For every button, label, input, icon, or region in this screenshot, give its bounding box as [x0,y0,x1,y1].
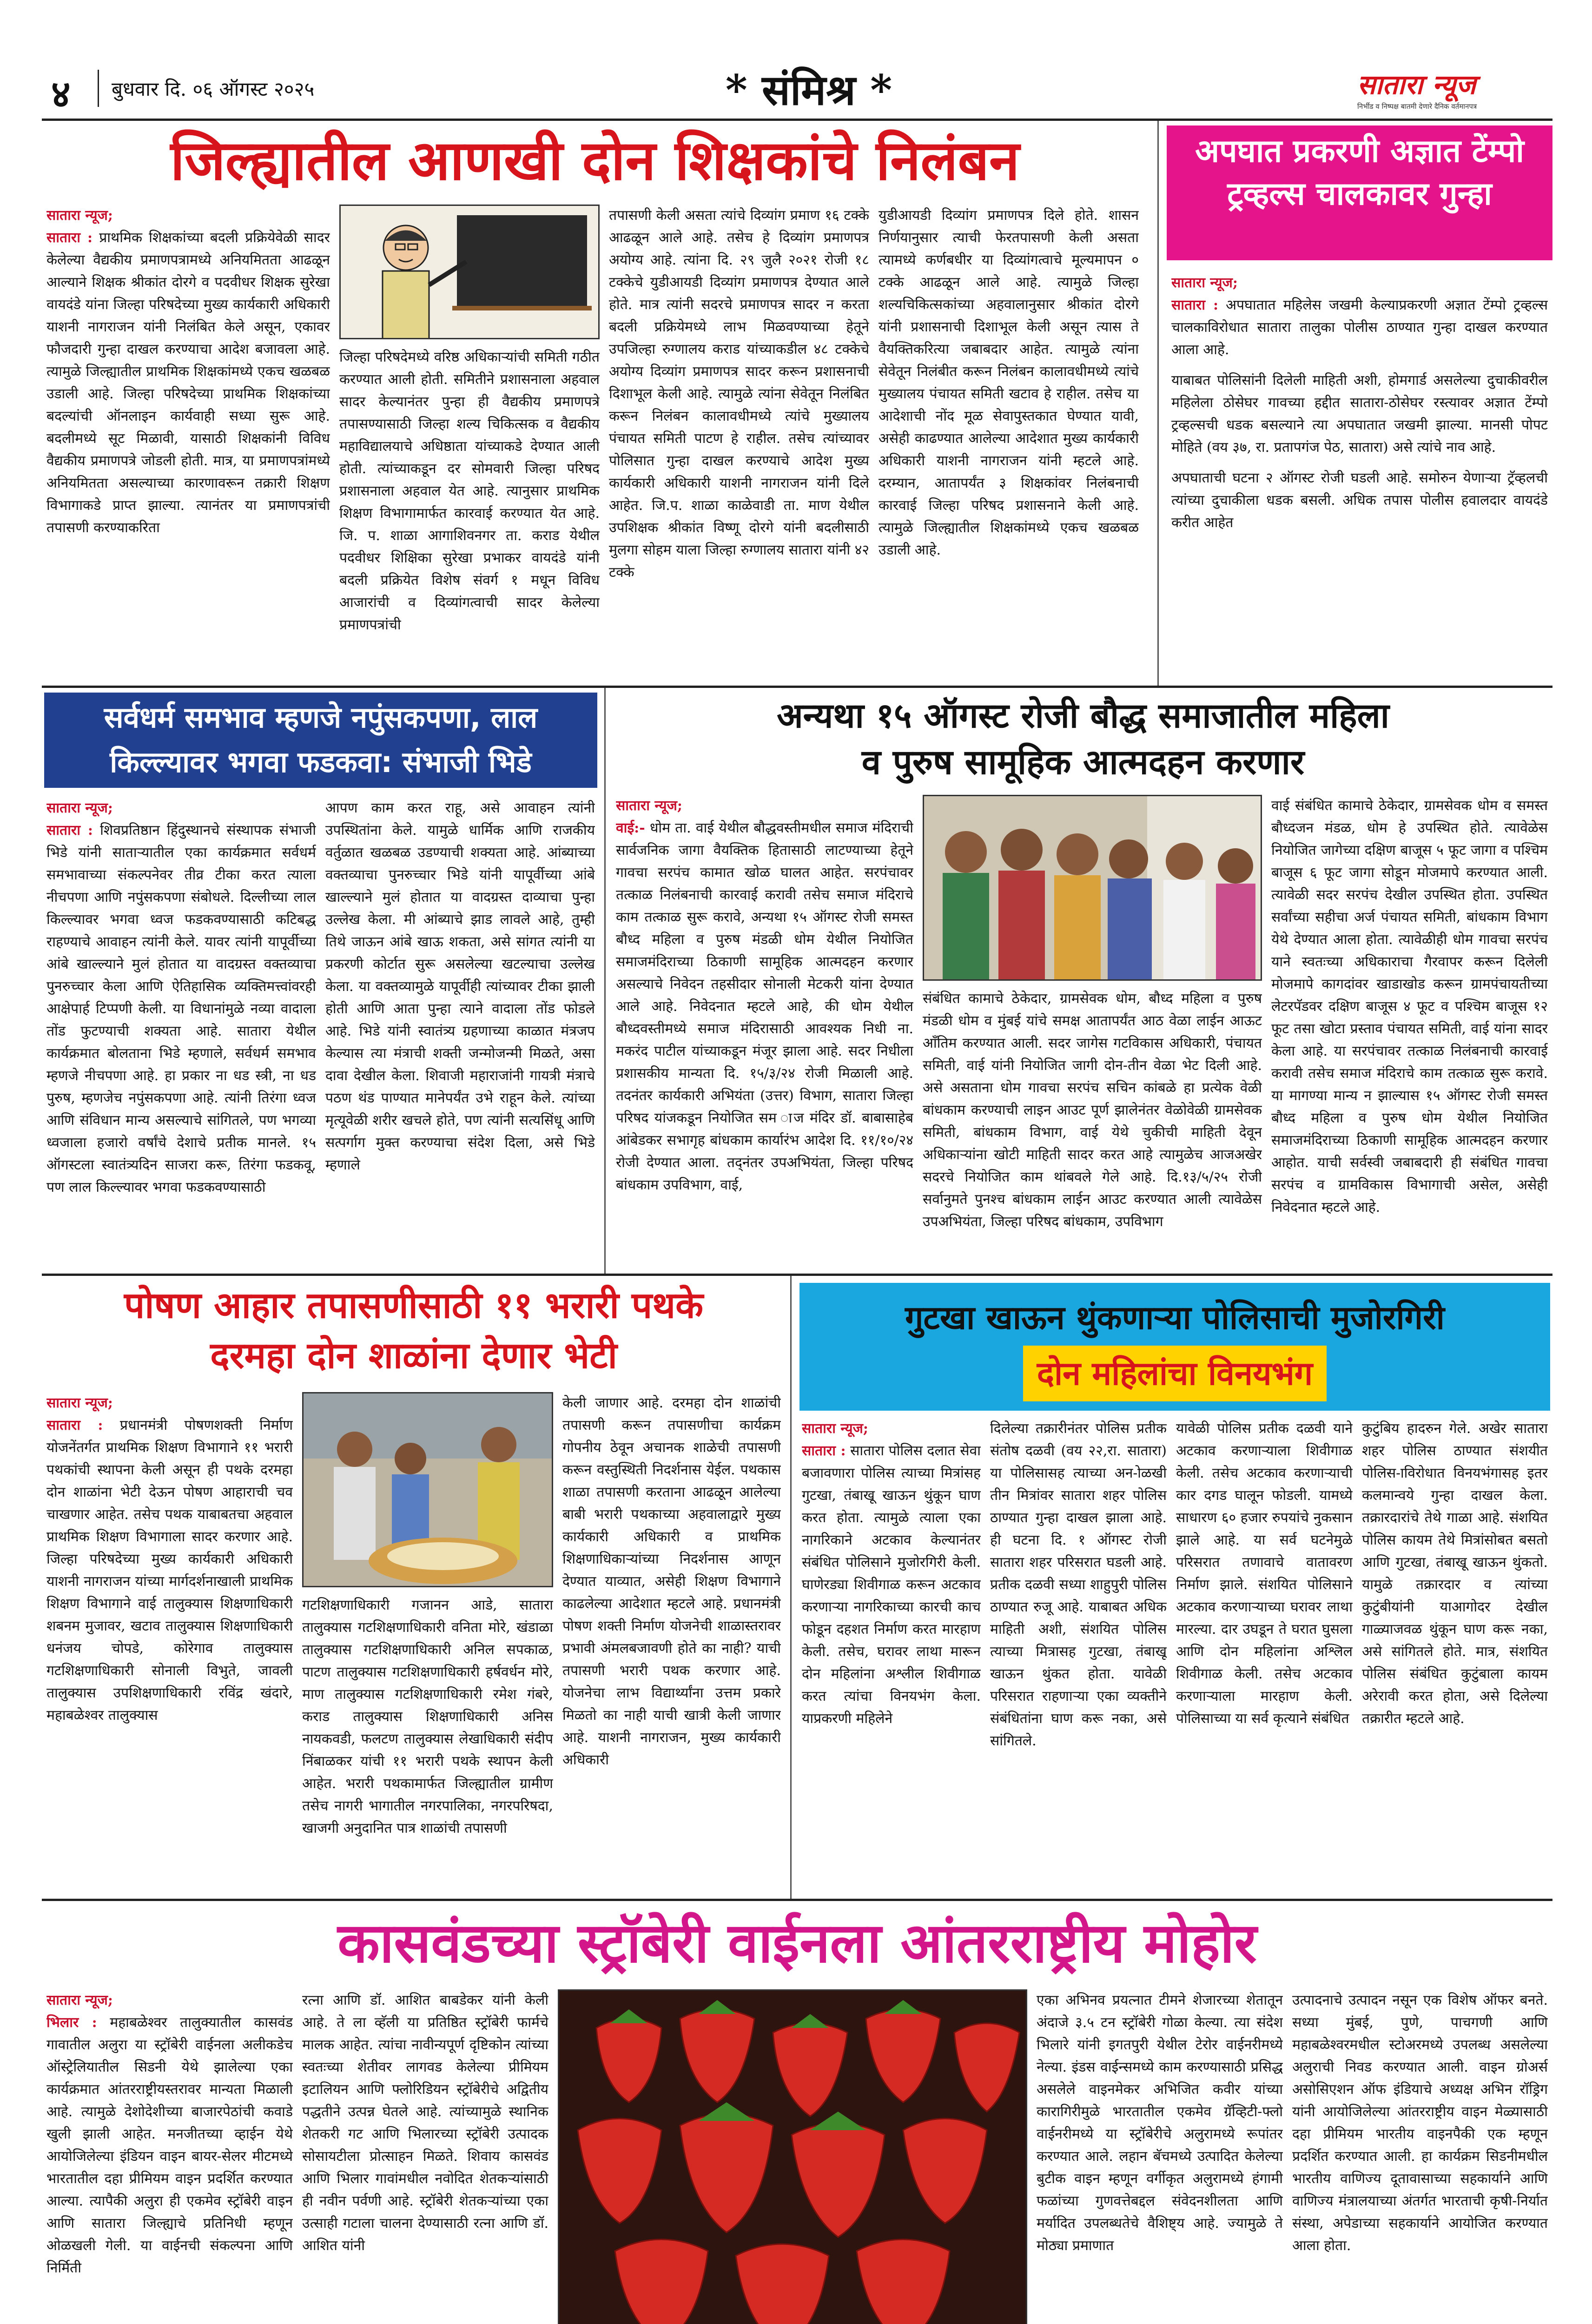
place-tag: सातारा : [802,1443,846,1459]
accident-headline-box [1167,125,1552,260]
accident-p1: अपघातात महिलेस जखमी केल्याप्रकरणी अज्ञात टेंम्पो ट्रव्हल्स चालकाविरोधात सातारा तालुका पोलीस ठाण्यात गुन्हा दाखल करण्यात आला आहे. [1171,297,1548,358]
section-rule [42,1899,1552,1901]
headline-line1: अन्यथा १५ ऑगस्ट रोजी बौद्ध समाजातील महिला [777,696,1389,736]
dateline: सातारा न्यूज; [616,798,682,814]
bhide-headline: सर्वधर्म समभाव म्हणजे नपुंसकपणा, लाल किल्ल्यावर भगवा फडकवा: संभाजी भिडे [104,700,538,779]
column-rule [604,688,606,1274]
strawberry-photo [558,1989,1027,2324]
group-photo [923,795,1262,981]
suspension-col1 [46,205,330,669]
suspension-col3: तपासणी केली असता त्यांचे दिव्यांग प्रमाण १६ टक्के आढळून आले आहे. तसेच हे दिव्यांग प्रमाणपत्र अयोग्य आहे. त्यांना दि. २९ जुलै २०२१ रोजी १८ टक्केचे युडीआयडी दिव्यांग प्रमाणपत्र देण्यात आले होते. मात्र त्यांनी सदरचे प्रमाणपत्र सादर न करता बदली प्रक्रियेमध्ये लाभ मिळवण्याच्या हेतूने उपजिल्हा रुग्णालय कराड यांच्याकडील ४८ टक्केचे अयोग्य दिव्यांग प्रमाणपत्र सादर करून प्रशासनाची दिशाभूल केली आहे. त्यामुळे त्यांना सेवेतून निलंबित करून निलंबन कालावधीमध्ये त्यांचे मुख्यालय पंचायत समिती पाटण हे राहील. तसेच त्यांच्यावर पोलिसात गुन्हा दाखल करण्याचे आदेश मुख्य कार्यकारी अधिकारी याशनी नागराजन यांनी दिले आहेत. जि.प. शाळा काळेवाडी ता. माण येथील उपशिक्षक श्रीकांत विष्णू दोरगे यांनी बदलीसाठी मुलगा सोहम याला जिल्हा रुग्णालय सातारा यांनी ४२ टक्के [609,207,869,581]
dateline: सातारा न्यूज; [46,207,113,224]
people-icon [924,796,1262,981]
gutkha-col2: दिलेल्या तक्रारीनंतर पोलिस प्रतीक संतोष दळवी (वय २२,रा. सातारा) या पोलिसासह त्याच्या अन-ोळखी तीन मित्रांवर सातारा शहर पोलिस ठाण्यात गुन्हा दाखल झाला आहे. ही घटना दि. १ ऑगस्ट रोजी सातारा शहर परिसरात घडली आहे. प्रतीक दळवी सध्या शाहुपुरी पोलिस ठाण्यात रुजू आहे. याबाबत अधिक माहिती अशी, संशयित पोलिस त्याच्या मित्रासह गुटखा, तंबाखू खाऊन थुंकत होता. यावेळी परिसरात राहणाऱ्या एका व्यक्तीने संबंधितांना घाण करू नका, असे सांगितले. [990,1420,1167,1749]
column-rule [1157,121,1159,688]
selfimmolation-headline [614,693,1552,786]
headline-line2: दरमहा दोन शाळांना देणार भेटी [210,1335,617,1377]
section-rule [42,686,1552,688]
page-number: ४ [51,72,71,116]
brand-logo [1357,65,1552,112]
gutkha-col4: कुटुंबिय हादरुन गेले. अखेर सातारा शहर पोलिस ठाण्यात संशयीत पोलिस-ाविरोधात विनयभंगासह इतर कलमान्वये गुन्हा दाखल केला. तक्रारदारांचे तेथे गाळा आहे. संशयित पोलिस कायम तेथे मित्रांसोबत बसतो आणि गुटखा, तंबाखू खाऊन थुंकतो. यामुळे तक्रारदार व त्यांच्या कुटुंबीयांनी याआगोदर देखील गाळ्याजवळ थुंकून घाण करू नका, असे सांगितले होते. मात्र, संशयित पोलिस संबंधित कुटुंबाला कायम अरेरावी करत होता, असे दिलेल्या तक्रारीत म्हटले आहे. [1362,1420,1548,1727]
place-tag: सातारा : [46,1417,103,1433]
gutkha-col1 [802,1418,981,1887]
suspension-col2: जिल्हा परिषदेमध्ये वरिष्ठ अधिकाऱ्यांची समिती गठीत करण्यात आली होती. समितीने प्रशासनाला अहवाल सादर केल्यानंतर पुन्हा ही वैद्यकीय प्रमाणपत्रे तपासण्यासाठी जिल्हा शल्य चिकित्सक व वैद्यकीय महाविद्यालयाचे अधिष्ठाता यांच्याकडे देण्यात आली होती. त्यांच्याकडून दर सोमवारी जिल्हा परिषद प्रशासनाला अहवाल येत आहे. त्यानुसार प्राथमिक शिक्षण विभागामार्फत कारवाई करण्यात येत आहे. जि. प. शाळा आगाशिवनगर ता. कराड येथील पदवीधर शिक्षिका सुरेखा प्रभाकर वायदंडे यांनी बदली प्रक्रियेत विशेष संवर्ग १ मधून विविध आजारांची व दिव्यांगत्वाची सादर केलेल्या प्रमाणपत्रांची [339,349,600,633]
nutrition-col3: केली जाणार आहे. दरमहा दोन शाळांची तपासणी करून तपासणीचा कार्यक्रम गोपनीय ठेवून अचानक शाळेची तपासणी करून वस्तुस्थिती निदर्शनास येईल. पथकास शाळा तपासणी करताना आढळून आलेल्या बाबी भरारी पथकाच्या अहवालाद्वारे मुख्य कार्यकारी अधिकारी व प्राथमिक शिक्षणाधिकाऱ्यांच्या निदर्शनास आणून देण्यात याव्यात, असेही शिक्षण विभागाने काढलेल्या आदेशात म्हटले आहे. प्रधानमंत्री पोषण शक्ती निर्माण योजनेची शाळास्तरावर प्रभावी अंमलबजावणी होते का नाही? याची तपासणी भरारी पथक करणार आहे. योजनेचा लाभ विद्यार्थ्यांना उत्तम प्रकारे मिळतो का नाही याची खात्री केली जाणार आहे. याशनी नागराजन, मुख्य कार्यकारी अधिकारी [562,1395,781,1768]
dateline: सातारा न्यूज; [46,1992,113,2008]
article-text: धोम ता. वाई येथील बौद्धवस्तीमधील समाज मंदिराची सार्वजनिक जागा वैयक्तिक हितासाठी लाटण्याच्या हेतूने गावचा सरपंच कामात खोळ घालत आहेत. सरपंचावर तत्काळ निलंबनाची कारवाई करावी तसेच समाज मंदिराचे काम तत्काळ सुरू करावे, अन्यथा १५ ऑगस्ट रोजी समस्त बौध्द महिला व पुरुष मंडळी धोम येथील नियोजित समाजमंदिराच्या ठिकाणी सामूहिक आत्मदहन करणार असल्याचे निवेदन तहसीदार सोनाली मेटकरी यांना देण्यात आले आहे. निवेदनात म्हटले आहे, की धोम येथील बौध्दवस्तीमध्ये समाज मंदिरासाठी आवश्यक निधी ना. मकरंद पाटील यांच्याकडून मंजूर झाला आहे. सदर निधीला प्रशासकीय मान्यता दि. १५/३/२४ रोजी मिळाली आहे. तदनंतर कार्यकारी अभियंता (उत्तर) विभाग, सातारा जिल्हा परिषद यांजकडून नियोजित सम ाज मंदिर डॉ. बाबासाहेब आंबेडकर सभागृह बांधकाम कार्यारंभ आदेश दि. ११/१०/२४ रोजी देण्यात आला. तद्नंतर उपअभियंता, जिल्हा परिषद बांधकाम उपविभाग, वाई, [616,820,913,1193]
place-tag: सातारा : [46,230,93,246]
gutkha-headline-box [799,1283,1550,1411]
nutrition-headline [44,1281,783,1383]
nutrition-col1 [46,1392,293,1889]
gutkha-col3: यावेळी पोलिस प्रतीक दळवी याने अटकाव करणाऱ्याला शिवीगाळ केली. तसेच अटकाव करणाऱ्याची कार दगड घालून फोडली. यामध्ये साधारण ६० हजार रुपयांचे नुकसान झाले आहे. या सर्व घटनेमुळे परिसरात तणावाचे वातावरण निर्माण झाले. संशयित पोलिसाने अटकाव करणाऱ्याच्या घरावर लाथा मारल्या. दार उघडून ते घरात घुसला आणि दोन महिलांना अश्लिल शिवीगाळ केली. तसेच अटकाव करणाऱ्याला मारहाण केली. पोलिसाच्या या सर्व कृत्याने संबंधित [1176,1420,1353,1727]
teacher-icon [341,206,600,339]
dateline: सातारा न्यूज; [1171,275,1238,291]
brand-tagline: निर्भीड व निष्पक्ष बातमी देणारे दैनिक वर्तमानपत्र [1357,102,1477,111]
selfimmolation-col1 [616,795,913,1264]
article-text: शिवप्रतिष्ठान हिंदुस्थानचे संस्थापक संभाजी भिडे यांनी साताऱ्यातील एका कार्यक्रमात सर्वधर्म समभावाच्या संकल्पनेवर तीव्र टीका करत त्याला नीचपणा आणि नपुंसकपणा संबोधले. दिल्लीच्या लाल किल्ल्यावर भगवा ध्वज फडकवण्यासाठी कटिबद्ध राहण्याचे आवाहन त्यांनी केले. यावर त्यांनी यापूर्वीच्या आंबे खाल्ल्याने मुलं होतात या वादग्रस्त वक्तव्याचा पुनरुच्चार केला आणि ऐतिहासिक व्यक्तिमत्त्वांवरही आक्षेपार्ह टिप्पणी केली. या विधानांमुळे नव्या वादाला तोंड फुटण्याची शक्यता आहे. सातारा येथील कार्यक्रमात बोलताना भिडे म्हणाले, सर्वधर्म समभाव म्हणजे नीचपणा आहे. हा प्रकार ना धड स्त्री, ना धड पुरुष, म्हणजेच नपुंसकपणा आहे. त्यांनी तिरंगा ध्वज आणि संविधान मान्य असल्याचे सांगितले, पण भगव्या ध्वजाला हजारो वर्षांचे देशाचे प्रतीक मानले. १५ ऑगस्टला स्वातंत्र्यदिन साजरा करू, तिरंगा फडकवू, पण लाल किल्ल्यावर भगवा फडकवण्यासाठी [46,822,316,1195]
column-rule [790,1276,792,1899]
kitchen-photo [302,1392,553,1587]
wine-headline: कासवंडच्या स्ट्रॉबेरी वाईनला आंतरराष्ट्रीय मोहोर [337,1911,1257,1975]
section-title: * संमिश्र * [725,66,892,115]
place-tag: वाई:- [616,820,645,836]
dateline: सातारा न्यूज; [802,1420,868,1437]
accident-body [1171,272,1548,672]
dateline: सातारा न्यूज; [46,800,113,816]
article-text: महाबळेश्वर तालुक्यातील कासवंड गावातील अलुरा या स्ट्रॉबेरी वाईनला अलीकडेच ऑस्ट्रेलियातील सिडनी येथे झालेल्या एका कार्यक्रमात आंतरराष्ट्रीयस्तरावर मान्यता मिळाली आहे. त्यामुळे देशोदेशीच्या बाजारपेठांची कवाडे खुली झाली आहेत. मनजीतच्या व्हाईन येथे आयोजिलेल्या इंडियन वाइन बायर-सेलर मीटमध्ये भारतातील दहा प्रीमियम वाइन प्रदर्शित करण्यात आल्या. त्यापैकी अलुरा ही एकमेव स्ट्रॉबेरी वाइन आणि सातारा जिल्ह्याचे प्रतिनिधी म्हणून ओळखली गेली. या वाईनची संकल्पना आणि निर्मिती [46,2014,293,2276]
headline-line1: गुटखा खाऊन थुंकणार्‍या पोलिसाची मुजोरगिरी [905,1299,1445,1337]
wine-col1 [46,1989,293,2324]
wine-col5: उत्पादनाचे उत्पादन नसून एक विशेष ऑफर बनते. सध्या मुंबई, पुणे, पाचगणी आणि महाबळेश्वरमधील स्टोअरमध्ये उपलब्ध असलेल्या अलुराची निवड करण्यात आली. वाइन ग्रोअर्स असोसिएशन ऑफ इंडियाचे अध्यक्ष अभिन रॉड्रिग यांनी आयोजिलेल्या आंतरराष्ट्रीय वाइन मेळ्यासाठी दहा प्रीमियम भारतीय वाइनपैकी एक म्हणून प्रदर्शित करण्यात आली. हा कार्यक्रम सिडनीमधील भारतीय वाणिज्य दूतावासाच्या सहकार्याने आणि वाणिज्य मंत्रालयाच्या अंतर्गत भारताची कृषी-निर्यात संस्था, अपेडाच्या सहकार्याने आयोजित करण्यात आला होता. [1292,1992,1548,2254]
header-rule [42,119,1552,121]
dateline: सातारा न्यूज; [46,1395,113,1411]
wine-col4: एका अभिनव प्रयत्नात टीमने शेजारच्या शेतातून अंदाजे ३.५ टन स्ट्रॉबेरी गोळा केल्या. त्या संदेश भिलारे यांनी इगतपुरी येथील टेरोर वाईनरीमध्ये नेल्या. इंडस वाईन्समध्ये काम करण्यासाठी प्रसिद्ध असलेले वाइनमेकर अभिजित कवीर यांच्या कारागिरीमुळे भारतातील एकमेव ग्रॅव्हिटी-फ्लो वाईनरीमध्ये या स्ट्रॉबेरीचे अलुरामध्ये रूपांतर करण्यात आले. लहान बॅचमध्ये उत्पादित केलेल्या बुटीक वाइन म्हणून वर्गीकृत अलुरामध्ये हंगामी फळांच्या गुणवत्तेबद्दल संवेदनशीलता आणि मर्यादित उपलब्धतेचे वैशिष्ट्य आहे. ज्यामुळे ते मोठ्या प्रमाणात [1037,1992,1283,2254]
accident-p3: अपघाताची घटना २ ऑगस्ट रोजी घडली आहे. समोरुन येणाऱ्या ट्रॅव्हलची त्यांच्या दुचाकीला धडक बसली. अधिक तपास पोलीस हवालदार वायदंडे करीत आहेत [1171,470,1548,531]
article-text: प्रधानमंत्री पोषणशक्ती निर्माण योजनेंतर्गत प्राथमिक शिक्षण विभागाने ११ भरारी पथकांची स्थापना केली असून ही पथके दरमहा दोन शाळांना भेटी देऊन पोषण आहाराची चव चाखणार आहेत. तसेच पथक याबाबतचा अहवाल प्राथमिक शिक्षण विभागाला सादर करणार आहे. जिल्हा परिषदेच्या मुख्य कार्यकारी अधिकारी याशनी नागराजन यांच्या मार्गदर्शनाखाली प्राथमिक शिक्षण विभागाने वाई तालुक्यास शिक्षणाधिकारी शबनम मुजावर, खटाव तालुक्यास शिक्षणाधिकारी धनंजय चोपडे, कोरेगाव तालुक्यास गटशिक्षणाधिकारी सोनाली विभुते, जावली तालुक्यास उपशिक्षणाधिकारी रविंद्र खंदारे, महाबळेश्वर तालुक्यास [46,1417,293,1723]
accident-headline: अपघात प्रकरणी अज्ञात टेंम्पो ट्रव्हल्स चालकावर गुन्हा [1195,133,1524,212]
headline-line2: व पुरुष सामूहिक आत्मदहन करणार [861,742,1305,782]
selfimmolation-col2: संबंधित कामाचे ठेकेदार, ग्रामसेवक धोम, बौध्द महिला व पुरुष मंडळी धोम व मुंबई यांचे समक्ष आतापर्यंत आठ वेळा लाईन आऊट आँतिम करण्यात आली. सदर जागेस गटविकास अधिकारी, पंचायत समिती, वाई यांनी नियोजित जागी दोन-तीन वेळा भेट दिली आहे. असे असताना धोम गावचा सरपंच सचिन कांबळे हा प्रत्येक वेळी बांधकाम करण्याची लाइन आउट पूर्ण झालेनंतर वेळोवेळी ग्रामसेवक समिती, बांधकाम विभाग, वाई येथे चुकीची माहिती देवून अधिकाऱ्यांना खोटी माहिती सादर करत आहे त्यामुळेच आजअखेर सदरचे नियोजित काम थांबवले गेले आहे. दि.१३/५/२५ रोजी सर्वानुमते पुनश्च बांधकाम लाईन आउट करण्यात आली त्यावेळेस उपअभियंता, जिल्हा परिषद बांधकाम, उपविभाग [923,990,1262,1230]
suspension-headline: जिल्ह्यातील आणखी दोन शिक्षकांचे निलंबन [170,128,1020,192]
kitchen-icon [304,1393,553,1587]
bhide-col1 [46,797,316,1262]
nutrition-col2: गटशिक्षणाधिकारी गजानन आडे, सातारा तालुक्यास गटशिक्षणाधिकारी वनिता मोरे, खंडाळा तालुक्यास गटशिक्षणाधिकारी अनिल सपकाळ, पाटण तालुक्यास गटशिक्षणाधिकारी हर्षवर्धन मोरे, माण तालुक्यास गटशिक्षणाधिकारी रमेश गंबरे, कराड तालुक्यास शिक्षणाधिकारी अनिस नायकवडी, फलटण तालुक्यास लेखाधिकारी संदीप निंबाळकर यांची ११ भरारी पथके स्थापन केली आहेत. भरारी पथकामार्फत जिल्ह्यातील ग्रामीण तसेच नागरी भागातील नगरपालिका, नगरपरिषदा, खाजगी अनुदानित पात्र शाळांची तपासणी [302,1597,553,1836]
bhide-col2: आपण काम करत राहू, असे आवाहन त्यांनी उपस्थितांना केले. यामुळे धार्मिक आणि राजकीय वर्तुळात खळबळ उडण्याची शक्यता आहे. आंब्याच्या वक्तव्याचा पुनरुच्चार भिडे यांनी यापूर्वीच्या आंबे खाल्ल्याने मुलं होतात या वादग्रस्त दाव्याचा पुन्हा उल्लेख केला. मी आंब्याचे झाड लावले आहे, तुम्ही तिथे जाऊन आंबे खाऊ शकता, असे सांगत त्यांनी या प्रकरणी कोर्टात सुरू असलेल्या खटल्याचा उल्लेख केला. या वक्तव्यामुळे यापूर्वीही त्यांच्यावर टीका झाली होती आणि आता पुन्हा त्याने वादाला तोंड फोडले आहे. भिडे यांनी स्वातंत्र्य ग्रहणाच्या काळात मंत्रजप केल्यास त्या मंत्राची शक्ती जन्मोजन्मी मिळते, असा दावा देखील केला. शिवाजी महाराजांनी गायत्री मंत्राचे पठण थंड पाण्यात मानेपर्यंत उभे राहून केले. त्यांच्या मृत्यूवेळी शरीर खचले होते, पण त्यांनी सत्यसिंधू आणि सत्पर्गाग मुक्त करण्याचा संदेश दिला, असे भिडे म्हणाले [325,800,595,1173]
issue-date: बुधवार दि. ०६ ऑगस्ट २०२५ [112,78,315,100]
article-text: सातारा पोलिस दलात सेवा बजावणारा पोलिस त्याच्या मित्रांसह गुटखा, तंबाखू खाऊन थुंकून घाण करत होता. त्यामुळे त्याला एका नागरिकाने अटकाव केल्यानंतर संबंधित पोलिसाने मुजोरगिरी केली. घाणेरड्या शिवीगाळ करून अटकाव करणाऱ्या नागरिकाच्या कारची काच फोडून दहशत निर्माण करत मारहाण केली. तसेच, घरावर लाथा मारून दोन महिलांना अश्लील शिवीगाळ करत त्यांचा विनयभंग केला. याप्रकरणी महिलेने [802,1443,981,1727]
article-text: प्राथमिक शिक्षकांच्या बदली प्रक्रियेवेळी सादर केलेल्या वैद्यकीय प्रमाणपत्रामध्ये अनियमितता आढळून आल्याने शिक्षक श्रीकांत दोरगे व पदवीधर शिक्षक सुरेखा वायदंडे यांना जिल्हा परिषदेच्या मुख्य कार्यकारी अधिकारी याशनी नागराजन यांनी निलंबित केले असून, एकावर फौजदारी गुन्हा दाखल करण्याचा आदेश बजावला आहे. त्यामुळे जिल्ह्यातील प्राथमिक शिक्षकांमध्ये एकच खळबळ उडाली आहे. जिल्हा परिषदेच्या प्राथमिक शिक्षकांच्या बदल्यांची ऑनलाइन कार्यवाही सध्या सुरू आहे. बदलीमध्ये सूट मिळावी, यासाठी शिक्षकांनी विविध वैद्यकीय प्रमाणपत्रे जोडली होती. मात्र, या प्रमाणपत्रांमध्ये अनियमितता असल्याच्या कारणावरून तक्रारी शिक्षण विभागाकडे प्राप्त झाल्या. त्यानंतर या प्रमाणपत्रांची तपासणी करण्याकरिता [46,230,330,536]
suspension-col4: युडीआयडी दिव्यांग प्रमाणपत्र दिले होते. शासन निर्णयानुसार त्याची फेरतपासणी केली असता त्यामध्ये कर्णबधीर या दिव्यांगत्वाचे मूल्यमापन ० टक्के आढळून आले आहे. त्यामुळे जिल्हा शल्यचिकित्सकांच्या अहवालानुसार श्रीकांत दोरगे यांनी प्रशासनाची दिशाभूल केली असून त्यास ते वैयक्तिकरित्या जबाबदार आहेत. त्यामुळे त्यांना सेवेतून निलंबीत करून निलंबन कालावधीमध्ये त्यांचे मुख्यालय पंचायत समिती खटाव हे राहील. तसेच या आदेशाची नोंद मूळ सेवापुस्तकात घेण्यात यावी, असेही काढण्यात आलेल्या आदेशात मुख्य कार्यकारी अधिकारी याशनी नागराजन यांनी म्हटले आहे. दरम्यान, आतापर्यंत ३ शिक्षकांवर निलंबनाची कारवाई जिल्हा परिषद प्रशासनाने केली आहे. त्यामुळे जिल्ह्यातील शिक्षकांमध्ये एकच खळबळ उडाली आहे. [879,207,1139,558]
brand-name: सातारा न्यूज [1357,69,1476,100]
wine-col2: रत्ना आणि डॉ. आशित बाबडेकर यांनी केली आहे. ते ला व्हॅली या प्रतिष्ठित स्ट्रॉबेरी फार्मचे मालक आहेत. त्यांचा नावीन्यपूर्ण दृष्टिकोन त्यांच्या स्वतःच्या शेतीवर लागवड केलेल्या प्रीमियम इटालियन आणि फ्लोरिडियन स्ट्रॉबेरीचे अद्वितीय पद्धतीने उत्पन्न घेतले आहे. त्यांच्यामुळे स्थानिक शेतकरी गट आणि भिलारच्या स्ट्रॉबेरी उत्पादक सोसायटीला प्रोत्साहन मिळते. शिवाय कासवंड आणि भिलार गावांमधील नवोदित शेतकऱ्यांसाठी ही नवीन पर्वणी आहे. स्ट्रॉबेरी शेतकऱ्यांच्या एका उत्साही गटाला चालना देण्यासाठी रत्ना आणि डॉ. आशित यांनी [302,1992,548,2254]
bhide-headline-box [44,693,597,788]
accident-p2: याबाबत पोलिसांनी दिलेली माहिती अशी, होमगार्ड असलेल्या दुचाकीवरील महिलेला ठोसेघर गावच्या हद्दीत सातारा-ठोसेघर रस्त्यावर अज्ञात टेंम्पो ट्रव्हल्सची धडक बसल्याने त्या अपघातात जखमी झाल्या. मानसी पोपट मोहिते (वय ३७, रा. प्रतापगंज पेठ, सातारा) असे त्यांचे नाव आहे. [1171,372,1548,456]
place-tag: सातारा : [46,822,93,838]
teacher-illustration [339,205,600,339]
selfimmolation-col3: वाई संबंधित कामाचे ठेकेदार, ग्रामसेवक धोम व समस्त बौध्दजन मंडळ, धोम हे उपस्थित होते. त्यावेळेस नियोजित जागेच्या दक्षिण बाजूस ५ फूट जागा व पश्चिम बाजूस ६ फूट जागा सोडून मोजमापे करण्यात आली. त्यावेळी सदर सरपंच देखील उपस्थित होता. उपस्थित सर्वांच्या सहीचा अर्ज पंचायत समिती, बांधकाम विभाग येथे देण्यात आला होता. त्यावेळीही धोम गावचा सरपंच याने स्वतःच्या अधिकाराचा गैरवापर करून दिलेली मोजमापे कागदांवर खाडाखोड करून ग्रामपंचायतीच्या लेटरपॅडवर दक्षिण बाजूस ४ फूट व पश्चिम बाजूस १२ फूट तसा खोटा प्रस्ताव पंचायत समिती, वाई यांना सादर केला आहे. या सरपंचावर तत्काळ निलंबनाची कारवाई करावी तसेच समाज मंदिराचे काम तत्काळ सुरू करावे. या मागण्या मान्य न झाल्यास १५ ऑगस्ट रोजी समस्त बौध्द महिला व पुरुष धोम येथील नियोजित समाजमंदिराच्या ठिकाणी सामूहिक आत्मदहन करणार आहोत. याची सर्वस्वी जबाबदारी ही संबंधित गावचा सरपंच व ग्रामविकास विभागाची असेल, असेही निवेदनात म्हटले आहे. [1271,798,1548,1215]
header-divider [98,70,99,107]
headline-line2: दोन महिलांचा विनयभंग [1023,1346,1327,1401]
place-tag: सातारा : [1171,297,1219,313]
headline-line1: पोषण आहार तपासणीसाठी ११ भरारी पथके [124,1285,703,1327]
masthead [42,65,1552,116]
section-rule [42,1274,1552,1276]
place-tag: भिलार : [46,2014,97,2031]
strawberry-icon [559,1991,1027,2324]
